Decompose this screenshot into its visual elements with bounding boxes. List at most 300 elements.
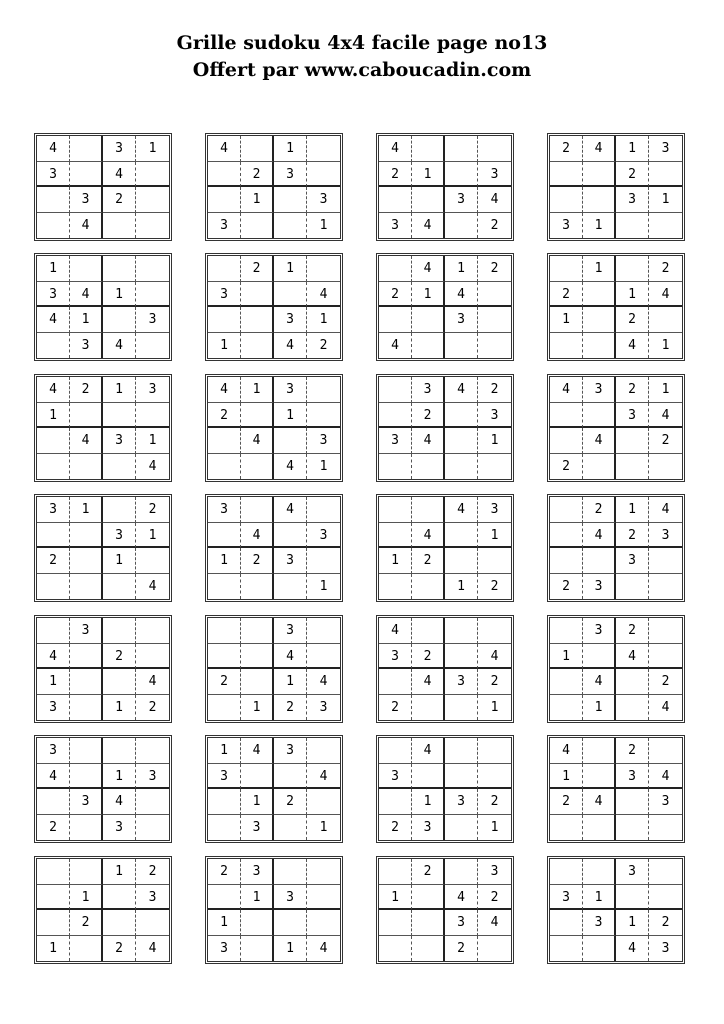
sudoku-cell [136,738,169,764]
sudoku-cell: 1 [616,910,649,936]
sudoku-cell [412,764,445,790]
sudoku-cell: 2 [103,187,136,213]
sudoku-cell [379,523,412,549]
sudoku-cell [208,256,241,282]
sudoku-cell: 3 [307,523,340,549]
sudoku-cell: 4 [649,497,682,523]
sudoku-cell: 4 [445,377,478,403]
sudoku-grid [376,615,514,723]
sudoku-cell: 2 [208,859,241,885]
sudoku-cell: 1 [274,403,307,429]
sudoku-cell: 1 [208,738,241,764]
sudoku-cell: 4 [445,885,478,911]
sudoku-cell [274,815,307,841]
sudoku-cell: 4 [274,454,307,480]
sudoku-cell [103,454,136,480]
sudoku-cell: 4 [649,282,682,308]
sudoku-cell [136,618,169,644]
sudoku-cell: 3 [379,764,412,790]
sudoku-cell: 3 [274,377,307,403]
sudoku-cell: 3 [136,307,169,333]
sudoku-cell [583,859,616,885]
sudoku-grid [34,374,172,482]
sudoku-grid [376,494,514,602]
sudoku-cell: 3 [103,815,136,841]
sudoku-cell: 3 [412,377,445,403]
sudoku-grid [34,856,172,964]
sudoku-cell [307,377,340,403]
sudoku-cell: 1 [136,136,169,162]
sudoku-cell: 1 [208,333,241,359]
sudoku-cell [241,282,274,308]
sudoku-cell: 3 [379,428,412,454]
sudoku-grid [34,735,172,843]
sudoku-cell [274,187,307,213]
sudoku-cell: 4 [649,403,682,429]
sudoku-grid [34,615,172,723]
sudoku-cell [478,548,511,574]
sudoku-cell [274,428,307,454]
sudoku-cell: 3 [37,695,70,721]
sudoku-cell: 1 [412,162,445,188]
sudoku-cell [208,454,241,480]
sudoku-cell [649,213,682,239]
sudoku-cell [70,136,103,162]
sudoku-cell: 3 [550,885,583,911]
sudoku-cell [37,574,70,600]
sudoku-cell: 2 [478,256,511,282]
sudoku-grid [547,133,685,241]
sudoku-cell [37,523,70,549]
sudoku-cell [136,256,169,282]
sudoku-cell [649,815,682,841]
sudoku-cell [136,333,169,359]
sudoku-cell: 2 [37,815,70,841]
sudoku-cell [550,910,583,936]
sudoku-cell: 2 [550,789,583,815]
sudoku-grid [547,735,685,843]
sudoku-cell [550,428,583,454]
sudoku-cell: 1 [490,819,499,835]
sudoku-cell: 1 [661,337,670,353]
sudoku-cell: 4 [478,644,511,670]
sudoku-cell [208,187,241,213]
sudoku-cell: 1 [103,282,136,308]
sudoku-cell: 3 [616,548,649,574]
sudoku-cell: 1 [103,695,136,721]
sudoku-cell: 3 [583,618,616,644]
sudoku-cell [412,695,445,721]
sudoku-cell [550,859,583,885]
sudoku-cell: 4 [103,162,136,188]
sudoku-cell [208,815,241,841]
sudoku-grid [376,856,514,964]
sudoku-cell [550,936,583,962]
sudoku-cell [412,936,445,962]
sudoku-cell: 1 [274,136,307,162]
sudoku-cell: 3 [70,187,103,213]
sudoku-cell [649,162,682,188]
sudoku-cell [550,815,583,841]
sudoku-cell [412,618,445,644]
sudoku-cell [37,618,70,644]
sudoku-cell: 1 [445,574,478,600]
sudoku-cell: 2 [379,695,412,721]
sudoku-cell [136,187,169,213]
sudoku-cell: 1 [583,695,616,721]
sudoku-cell: 4 [241,738,274,764]
sudoku-cell: 4 [412,523,445,549]
sudoku-cell: 4 [583,136,616,162]
sudoku-cell [445,815,478,841]
sudoku-cell: 4 [70,282,103,308]
sudoku-cell: 3 [445,187,478,213]
sudoku-cell [445,859,478,885]
sudoku-cell [379,377,412,403]
sudoku-cell [550,523,583,549]
sudoku-cell [241,669,274,695]
sudoku-cell [103,213,136,239]
sudoku-cell [103,669,136,695]
sudoku-cell [583,644,616,670]
sudoku-cell: 2 [136,859,169,885]
sudoku-cell [136,910,169,936]
sudoku-cell [208,428,241,454]
sudoku-cell [649,859,682,885]
sudoku-cell: 2 [241,548,274,574]
sudoku-cell: 3 [103,523,136,549]
sudoku-cell: 4 [412,738,445,764]
sudoku-cell: 4 [583,523,616,549]
sudoku-cell [550,187,583,213]
sudoku-cell [136,548,169,574]
sudoku-cell: 2 [649,256,682,282]
sudoku-cell: 1 [379,548,412,574]
sudoku-cell [37,885,70,911]
sudoku-grid [547,253,685,361]
sudoku-cell [478,936,511,962]
sudoku-cell [550,618,583,644]
sudoku-cell: 3 [319,699,328,715]
sudoku-cell: 2 [616,738,649,764]
sudoku-cell [37,859,70,885]
sudoku-cell: 4 [37,377,70,403]
sudoku-cell: 3 [274,162,307,188]
sudoku-cell: 3 [37,162,70,188]
sudoku-cell: 1 [37,936,70,962]
sudoku-cell: 1 [307,307,340,333]
sudoku-cell [70,738,103,764]
sudoku-cell [307,618,340,644]
sudoku-cell [241,618,274,644]
sudoku-cell [307,885,340,911]
sudoku-cell [649,574,682,600]
sudoku-cell [70,454,103,480]
sudoku-cell: 2 [208,669,241,695]
sudoku-cell: 2 [412,644,445,670]
sudoku-cell [70,695,103,721]
sudoku-cell [445,738,478,764]
sudoku-grid [376,133,514,241]
sudoku-cell: 4 [307,764,340,790]
sudoku-cell [274,859,307,885]
sudoku-cell: 4 [319,940,328,956]
sudoku-cell [379,454,412,480]
sudoku-cell: 4 [37,136,70,162]
sudoku-cell [445,764,478,790]
sudoku-cell [136,644,169,670]
sudoku-cell [412,910,445,936]
sudoku-cell: 3 [616,764,649,790]
sudoku-cell: 3 [649,789,682,815]
sudoku-cell [136,213,169,239]
sudoku-cell: 3 [550,213,583,239]
sudoku-cell [379,910,412,936]
sudoku-cell: 2 [379,162,412,188]
sudoku-cell [583,187,616,213]
sudoku-cell: 2 [241,256,274,282]
sudoku-cell: 3 [103,136,136,162]
sudoku-cell: 3 [241,815,274,841]
sudoku-cell: 3 [412,815,445,841]
sudoku-cell [307,497,340,523]
sudoku-cell [208,618,241,644]
sudoku-cell: 1 [319,819,328,835]
sudoku-cell: 1 [136,523,169,549]
sudoku-cell: 3 [208,282,241,308]
sudoku-cell [307,859,340,885]
sudoku-cell [208,644,241,670]
sudoku-cell [241,764,274,790]
sudoku-cell: 3 [616,187,649,213]
sudoku-cell: 1 [649,377,682,403]
sudoku-cell: 4 [241,428,274,454]
sudoku-cell: 1 [583,213,616,239]
sudoku-grid [547,856,685,964]
sudoku-cell: 1 [70,497,103,523]
sudoku-cell: 1 [241,885,274,911]
sudoku-cell [616,454,649,480]
sudoku-cell [583,162,616,188]
sudoku-cell: 1 [412,789,445,815]
sudoku-cell: 1 [550,764,583,790]
sudoku-cell [445,523,478,549]
sudoku-cell: 4 [649,764,682,790]
sudoku-cell: 3 [37,497,70,523]
sudoku-cell [241,403,274,429]
sudoku-cell: 3 [136,377,169,403]
sudoku-cell: 3 [445,307,478,333]
sudoku-cell: 1 [37,403,70,429]
sudoku-cell: 3 [70,618,103,644]
sudoku-cell [616,789,649,815]
sudoku-cell: 4 [103,333,136,359]
sudoku-cell: 4 [583,428,616,454]
sudoku-cell: 3 [70,789,103,815]
sudoku-cell [379,403,412,429]
sudoku-cell [241,333,274,359]
sudoku-cell: 3 [274,548,307,574]
sudoku-cell: 1 [379,885,412,911]
page-subtitle: Offert par www.caboucadin.com [192,59,532,81]
sudoku-cell: 2 [103,936,136,962]
sudoku-cell: 2 [616,523,649,549]
sudoku-cell: 1 [616,282,649,308]
sudoku-cell: 2 [379,282,412,308]
sudoku-cell: 3 [274,738,307,764]
sudoku-cell: 4 [274,644,307,670]
sudoku-cell [445,136,478,162]
sudoku-cell: 3 [445,910,478,936]
sudoku-cell: 1 [274,669,307,695]
sudoku-cell: 4 [478,187,511,213]
sudoku-cell [70,403,103,429]
sudoku-cell: 1 [241,187,274,213]
sudoku-cell: 3 [274,885,307,911]
sudoku-cell [241,136,274,162]
sudoku-cell [379,497,412,523]
sudoku-cell: 2 [241,162,274,188]
sudoku-cell: 2 [136,497,169,523]
sudoku-cell: 4 [583,789,616,815]
sudoku-cell [583,548,616,574]
sudoku-cell: 3 [661,940,670,956]
sudoku-cell [583,403,616,429]
sudoku-cell: 1 [319,578,328,594]
sudoku-cell: 2 [70,377,103,403]
sudoku-cell: 1 [478,428,511,454]
sudoku-cell: 3 [208,764,241,790]
sudoku-cell [616,574,649,600]
sudoku-cell [445,618,478,644]
sudoku-cell: 3 [103,428,136,454]
sudoku-grid [547,374,685,482]
sudoku-cell: 4 [274,497,307,523]
sudoku-cell [103,910,136,936]
sudoku-cell: 1 [583,256,616,282]
sudoku-cell: 3 [478,497,511,523]
sudoku-cell [583,282,616,308]
sudoku-cell: 1 [103,548,136,574]
sudoku-cell [616,885,649,911]
sudoku-grid [205,615,343,723]
sudoku-cell: 4 [70,213,103,239]
sudoku-cell [103,885,136,911]
sudoku-cell [412,497,445,523]
sudoku-cell: 4 [379,333,412,359]
sudoku-cell [478,136,511,162]
sudoku-cell: 4 [412,428,445,454]
sudoku-cell [412,333,445,359]
sudoku-cell [70,256,103,282]
sudoku-cell [550,403,583,429]
sudoku-cell: 4 [661,699,670,715]
sudoku-cell [412,307,445,333]
sudoku-cell [307,403,340,429]
sudoku-cell [412,136,445,162]
sudoku-cell: 2 [550,282,583,308]
sudoku-grid [376,735,514,843]
sudoku-cell [274,764,307,790]
sudoku-grid [547,615,685,723]
sudoku-cell [37,213,70,239]
sudoku-cell: 4 [37,307,70,333]
sudoku-cell: 1 [412,282,445,308]
sudoku-cell [412,574,445,600]
sudoku-cell [70,162,103,188]
sudoku-grid [205,856,343,964]
sudoku-cell: 3 [241,859,274,885]
sudoku-cell: 1 [241,789,274,815]
sudoku-cell: 3 [445,789,478,815]
sudoku-cell: 1 [241,695,274,721]
sudoku-cell: 4 [103,789,136,815]
sudoku-cell: 2 [412,859,445,885]
sudoku-grid [34,253,172,361]
sudoku-cell [412,454,445,480]
sudoku-cell [70,548,103,574]
sudoku-cell [103,307,136,333]
sudoku-cell: 2 [274,695,307,721]
sudoku-cell: 3 [478,859,511,885]
sudoku-grid [34,494,172,602]
sudoku-grid [205,253,343,361]
sudoku-cell [379,738,412,764]
sudoku-cell [616,428,649,454]
sudoku-cell [307,910,340,936]
sudoku-cell: 3 [37,282,70,308]
sudoku-cell: 4 [241,523,274,549]
sudoku-cell [583,936,616,962]
sudoku-cell [550,162,583,188]
sudoku-cell [616,213,649,239]
sudoku-cell: 4 [379,618,412,644]
sudoku-cell [445,454,478,480]
sudoku-cell: 2 [616,307,649,333]
sudoku-cell [37,428,70,454]
sudoku-cell [208,574,241,600]
sudoku-cell: 1 [103,377,136,403]
sudoku-cell: 2 [649,910,682,936]
sudoku-cell [307,162,340,188]
sudoku-cell: 4 [274,333,307,359]
sudoku-cell: 3 [583,377,616,403]
sudoku-cell: 3 [379,213,412,239]
sudoku-cell [379,789,412,815]
sudoku-cell: 1 [319,458,328,474]
sudoku-cell [37,910,70,936]
sudoku-cell: 3 [70,333,103,359]
sudoku-cell: 3 [649,136,682,162]
sudoku-cell: 1 [208,548,241,574]
sudoku-grid [34,133,172,241]
sudoku-cell: 4 [307,669,340,695]
sudoku-cell [445,333,478,359]
sudoku-cell: 3 [208,936,241,962]
sudoku-cell: 1 [319,217,328,233]
sudoku-cell: 1 [550,307,583,333]
sudoku-grid [205,735,343,843]
sudoku-cell [550,497,583,523]
sudoku-cell: 4 [208,136,241,162]
sudoku-cell: 3 [307,187,340,213]
sudoku-cell [583,815,616,841]
sudoku-cell [412,885,445,911]
sudoku-cell: 2 [208,403,241,429]
sudoku-cell: 4 [412,669,445,695]
sudoku-cell: 1 [208,910,241,936]
sudoku-cell [208,162,241,188]
